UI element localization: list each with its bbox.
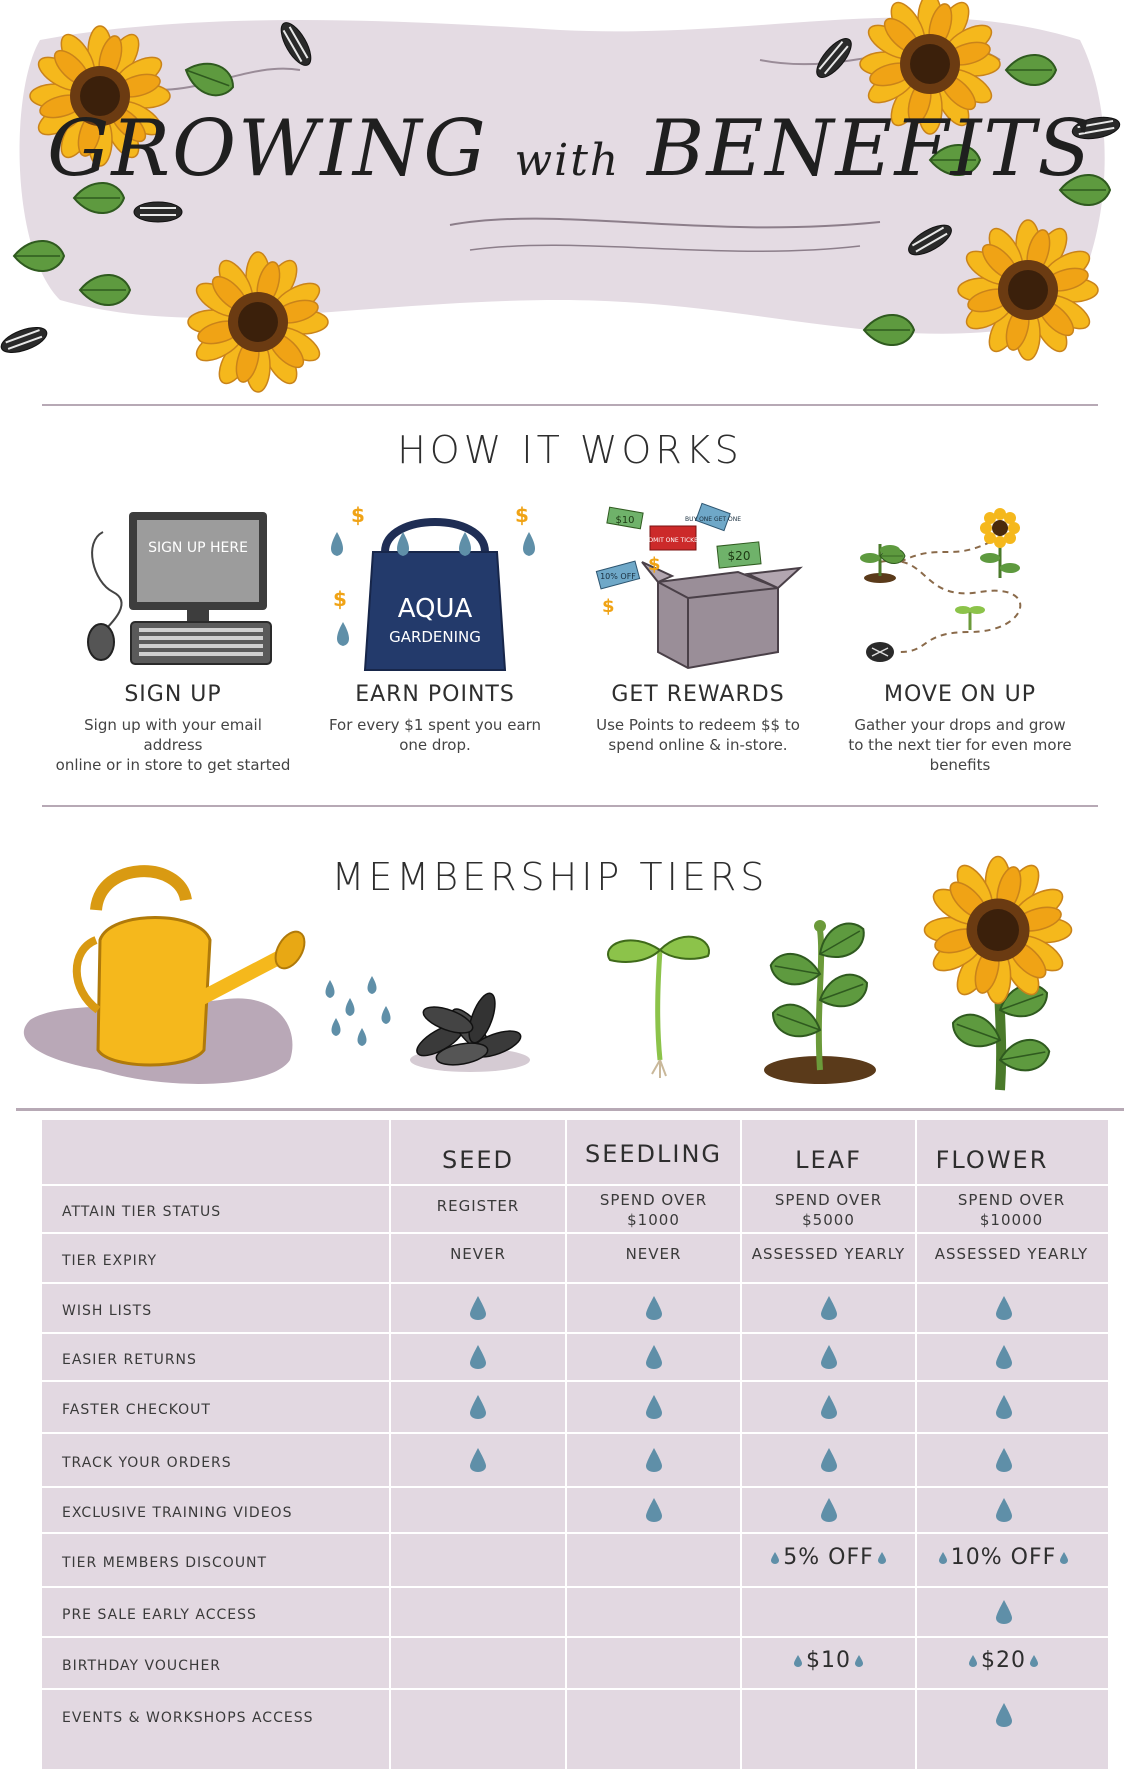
membership-tiers-title: MEMBERSHIP TIERS [331, 855, 769, 899]
row-label: TIER EXPIRY [62, 1253, 158, 1269]
seedling-icon [608, 937, 709, 1078]
step-description [53, 715, 293, 775]
aqua-text: AQUA [397, 594, 473, 624]
drop-icon [995, 1447, 1013, 1473]
mini-drop-icon [771, 1552, 779, 1564]
drop-icon [645, 1344, 663, 1370]
svg-text:$: $ [648, 554, 661, 575]
row-label: BIRTHDAY VOUCHER [62, 1658, 222, 1674]
sunflower-icon [925, 857, 1072, 1091]
leaf-plant-icon [764, 916, 876, 1084]
sign-up-here-text: SIGN UP HERE [148, 540, 248, 556]
cell-text: SPEND OVER [599, 1191, 708, 1209]
drop-icon [995, 1702, 1013, 1728]
drop-icon [995, 1497, 1013, 1523]
cell-text: SPEND OVER [957, 1191, 1066, 1209]
step-move-on-up [840, 502, 1080, 775]
admit-one-text: ADMIT ONE TICKET [644, 537, 702, 544]
step-desc-line: Gather your drops and grow [854, 716, 1066, 734]
benefit-value: $10 [806, 1648, 851, 1673]
tier-illustrations [0, 850, 1140, 1120]
step-desc-line: spend online & in-store. [608, 736, 788, 754]
table-cell [917, 1190, 1106, 1230]
drop-icon [469, 1447, 487, 1473]
svg-text:$: $ [351, 503, 365, 527]
cell-text: ASSESSED YEARLY [934, 1245, 1089, 1263]
cell-text: $1000 [627, 1211, 680, 1229]
ten-percent-off-text: 10% OFF [600, 572, 636, 581]
benefit-value: $20 [981, 1648, 1026, 1673]
step-get-rewards [578, 502, 818, 755]
buy-one-get-one-text: BUY ONE GET ONE [684, 516, 742, 523]
column-header-seed: SEED [441, 1146, 515, 1174]
page-title [0, 104, 1140, 194]
divider [42, 805, 1098, 807]
drop-icon [995, 1599, 1013, 1625]
drop-icon [820, 1344, 838, 1370]
row-label: EASIER RETURNS [62, 1352, 197, 1368]
step-desc-line: online or in store to get started [55, 756, 291, 774]
drop-icon [645, 1295, 663, 1321]
cell-text: NEVER [625, 1245, 682, 1263]
cell-text: REGISTER [436, 1197, 520, 1215]
header-decoration [0, 0, 1140, 400]
mini-drop-icon [794, 1655, 802, 1667]
step-description [315, 715, 555, 755]
row-label: EXCLUSIVE TRAINING VIDEOS [62, 1505, 293, 1521]
drop-icon [820, 1394, 838, 1420]
drop-icon [469, 1344, 487, 1370]
cell-text: SPEND OVER [774, 1191, 883, 1209]
divider [42, 404, 1098, 406]
step-desc-line: Use Points to redeem $$ to [596, 716, 800, 734]
mini-drop-icon [1030, 1655, 1038, 1667]
table-cell [742, 1190, 915, 1230]
row-label: WISH LISTS [62, 1303, 153, 1319]
benefit-value: 5% OFF [783, 1545, 874, 1570]
title-word-benefits: BENEFITS [647, 104, 1093, 194]
row-label: PRE SALE EARLY ACCESS [62, 1607, 257, 1623]
benefit-value-cell [742, 1648, 915, 1673]
svg-text:$: $ [602, 596, 615, 617]
benefit-value-cell [742, 1545, 915, 1570]
table-cell [391, 1196, 565, 1216]
step-title: GET REWARDS [611, 682, 785, 707]
step-description [840, 715, 1080, 775]
seed-pile-icon [410, 990, 530, 1072]
mini-drop-icon [1060, 1552, 1068, 1564]
ten-dollar-text: $10 [615, 515, 635, 526]
how-it-works-title: HOW IT WORKS [397, 428, 743, 472]
table-cell [567, 1190, 740, 1230]
mini-drop-icon [878, 1552, 886, 1564]
step-title: SIGN UP [124, 682, 222, 707]
table-row [42, 1332, 1108, 1382]
drop-icon [995, 1394, 1013, 1420]
cell-text: ASSESSED YEARLY [751, 1245, 906, 1263]
drop-icon [645, 1447, 663, 1473]
step-desc-line: Sign up with your email address [84, 716, 262, 754]
drop-icon [995, 1344, 1013, 1370]
cell-text: NEVER [450, 1245, 506, 1263]
membership-tiers-table [42, 1120, 1108, 1769]
column-header-seedling: SEEDLING [584, 1140, 723, 1168]
step-title: EARN POINTS [355, 682, 515, 707]
step-title: MOVE ON UP [884, 682, 1036, 707]
row-label: EVENTS & WORKSHOPS ACCESS [62, 1710, 314, 1726]
drop-icon [645, 1394, 663, 1420]
table-cell [742, 1244, 915, 1264]
table-top-border [16, 1108, 1124, 1111]
drop-icon [995, 1295, 1013, 1321]
gardening-text: GARDENING [389, 628, 481, 646]
gift-box-icon [578, 502, 818, 672]
row-label: TIER MEMBERS DISCOUNT [62, 1555, 268, 1571]
title-word-growing: GROWING [47, 104, 488, 194]
computer-icon [53, 502, 293, 672]
step-desc-line: For every $1 spent you earn [328, 716, 542, 734]
svg-text:$: $ [515, 503, 529, 527]
benefit-value-cell [917, 1648, 1090, 1673]
drop-icon [469, 1295, 487, 1321]
benefit-value: 10% OFF [950, 1545, 1057, 1570]
step-desc-line: benefits [929, 756, 991, 774]
mini-drop-icon [939, 1552, 947, 1564]
column-header-flower: FLOWER [935, 1146, 1049, 1174]
cell-text: $5000 [802, 1211, 855, 1229]
step-desc-line: to the next tier for even more [848, 736, 1072, 754]
table-cell [567, 1244, 740, 1264]
drop-icon [820, 1497, 838, 1523]
header-banner [0, 0, 1140, 400]
tote-bag-icon [315, 502, 555, 672]
step-description [578, 715, 818, 755]
growth-path-icon [840, 502, 1080, 672]
table-cell [391, 1244, 565, 1264]
mini-drop-icon [855, 1655, 863, 1667]
drop-icon [645, 1497, 663, 1523]
twenty-dollar-text: $20 [727, 549, 751, 563]
table-cell [917, 1244, 1106, 1264]
row-label: TRACK YOUR ORDERS [62, 1455, 232, 1471]
column-header-leaf: LEAF [795, 1146, 862, 1174]
cell-text: $10000 [979, 1211, 1044, 1229]
table-row [42, 1282, 1108, 1334]
drop-icon [469, 1394, 487, 1420]
row-label: FASTER CHECKOUT [62, 1402, 211, 1418]
drop-icon [820, 1447, 838, 1473]
title-word-with: with [514, 135, 621, 186]
drop-icon [820, 1295, 838, 1321]
mini-drop-icon [969, 1655, 977, 1667]
water-drops [326, 976, 391, 1046]
row-label: ATTAIN TIER STATUS [62, 1204, 222, 1220]
step-earn-points [315, 502, 555, 755]
svg-text:$: $ [333, 587, 347, 611]
step-sign-up [53, 502, 293, 775]
step-desc-line: one drop. [399, 736, 471, 754]
benefit-value-cell [917, 1545, 1090, 1570]
